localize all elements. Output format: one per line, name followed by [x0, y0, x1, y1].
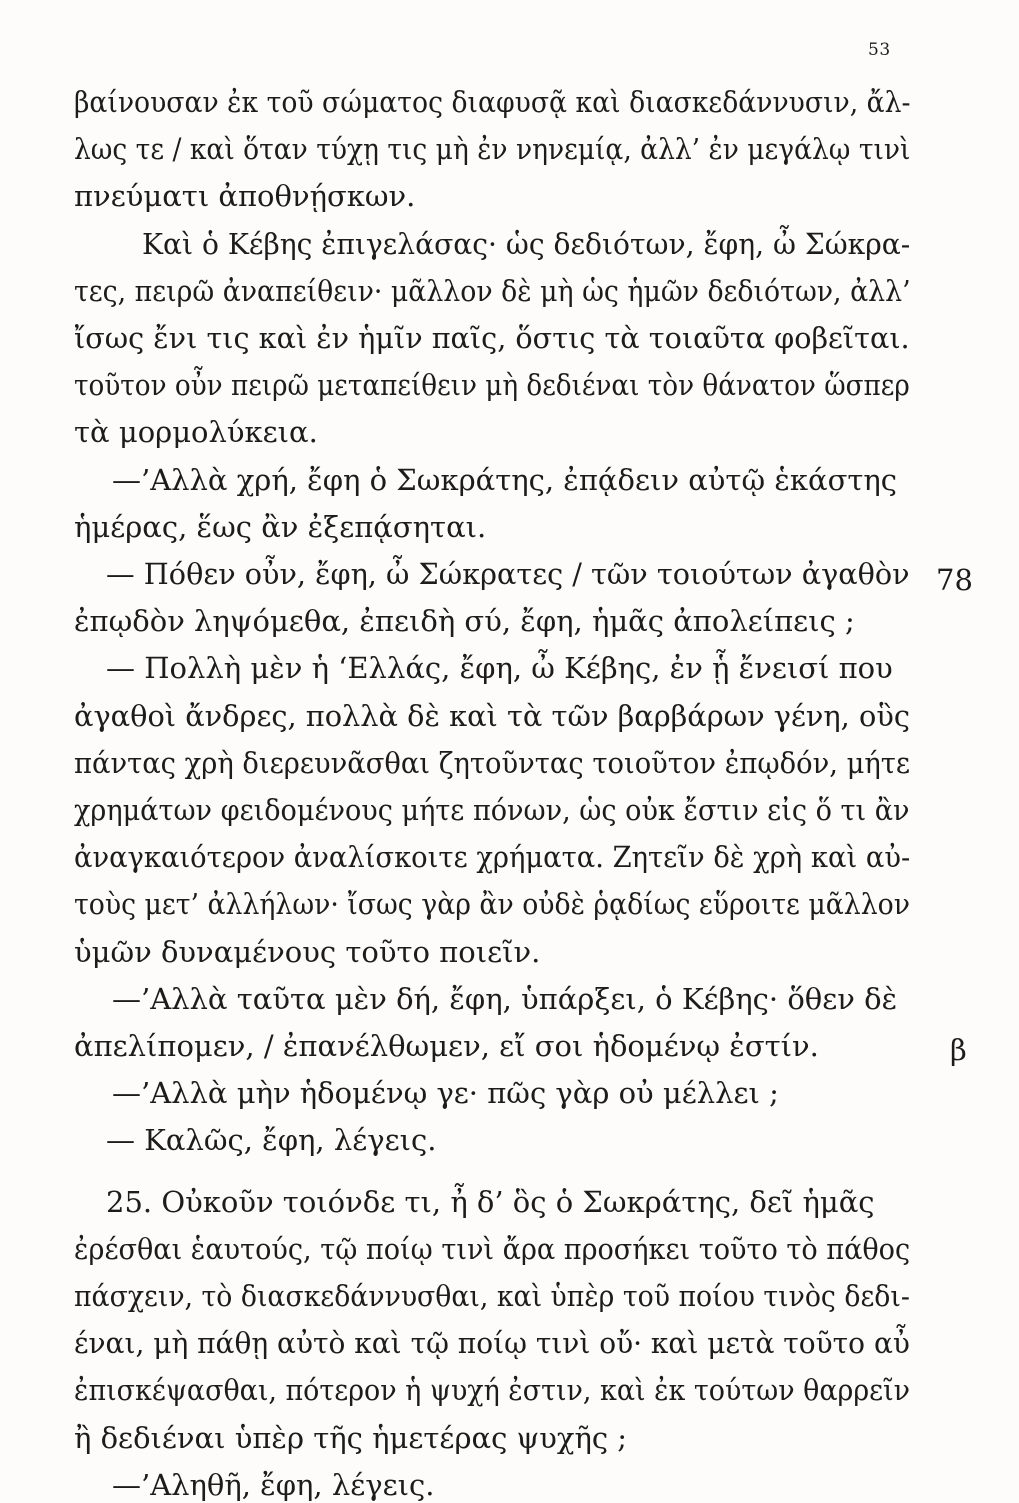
margin-note-beta: β: [950, 1033, 967, 1067]
text-line: έναι, μὴ πάθῃ αὐτὸ καὶ τῷ ποίῳ τινὶ οὔ· καὶ μετὰ τοῦτο αὖ: [74, 1326, 910, 1360]
margin-note-78: 78: [936, 563, 973, 597]
text-line: ἐρέσθαι ἑαυτούς, τῷ ποίῳ τινὶ ἄρα προσήκει τοῦτο τὸ πάθος: [74, 1232, 911, 1266]
text-line: 25. Οὐκοῦν τοιόνδε τι, ἦ δ’ ὃς ὁ Σωκράτης, δεῖ ἡμᾶς: [106, 1185, 875, 1219]
text-line: ἀναγκαιότερον ἀναλίσκοιτε χρήματα. Ζητεῖν δὲ χρὴ καὶ αὐ-: [74, 840, 911, 874]
text-line: —’Αλλὰ μὴν ἡδομένῳ γε· πῶς γὰρ οὐ μέλλει ;: [112, 1076, 779, 1110]
text-line: πάσχειν, τὸ διασκεδάννυσθαι, καὶ ὑπὲρ τοῦ ποίου τινὸς δεδι-: [74, 1279, 910, 1313]
text-line: ἀγαθοὶ ἄνδρες, πολλὰ δὲ καὶ τὰ τῶν βαρβάρων γένη, οὓς: [74, 699, 910, 733]
text-line: τοῦτον οὖν πειρῶ μεταπείθειν μὴ δεδιέναι τὸν θάνατον ὥσπερ: [74, 368, 910, 402]
text-line: ὑμῶν δυναμένους τοῦτο ποιεῖν.: [74, 935, 541, 969]
text-line: χρημάτων φειδομένους μήτε πόνων, ὡς οὐκ ἔστιν εἰς ὅ τι ἂν: [74, 793, 910, 827]
text-line: πνεύματι ἀποθνῄσκων.: [74, 179, 416, 213]
text-line: —’Αλλὰ ταῦτα μὲν δή, ἔφη, ὑπάρξει, ὁ Κέβης· ὅθεν δὲ: [112, 982, 898, 1016]
text-line: ἡμέρας, ἕως ἂν ἐξεπᾴσηται.: [74, 510, 487, 544]
text-line: —’Αλλὰ χρή, ἔφη ὁ Σωκράτης, ἐπᾴδειν αὐτῷ ἑκάστης: [112, 463, 898, 497]
text-line: ἐπῳδὸν ληψόμεθα, ἐπειδὴ σύ, ἔφη, ἡμᾶς ἀπολείπεις ;: [74, 604, 855, 638]
text-line: Καὶ ὁ Κέβης ἐπιγελάσας· ὡς δεδιότων, ἔφη, ὦ Σώκρα-: [142, 227, 911, 261]
text-line: — Πολλὴ μὲν ἡ ‘Ελλάς, ἔφη, ὦ Κέβης, ἐν ᾗ ἔνεισί που: [106, 651, 893, 685]
text-line: ἴσως ἔνι τις καὶ ἐν ἡμῖν παῖς, ὅστις τὰ τοιαῦτα φοβεῖται.: [74, 321, 910, 355]
text-line: τὰ μορμολύκεια.: [74, 415, 318, 449]
text-line: ἐπισκέψασθαι, πότερον ἡ ψυχή ἐστιν, καὶ ἐκ τούτων θαρρεῖν: [74, 1373, 910, 1407]
text-line: — Πόθεν οὖν, ἔφη, ὦ Σώκρατες / τῶν τοιούτων ἀγαθὸν: [106, 557, 910, 591]
text-line: πάντας χρὴ διερευνᾶσθαι ζητοῦντας τοιοῦτον ἐπῳδόν, μήτε: [74, 746, 911, 780]
text-line: λως τε / καὶ ὅταν τύχῃ τις μὴ ἐν νηνεμίᾳ, ἀλλ’ ἐν μεγάλῳ τινὶ: [74, 132, 911, 166]
text-line: βαίνουσαν ἐκ τοῦ σώματος διαφυσᾷ καὶ διασκεδάννυσιν, ἄλ-: [74, 85, 911, 119]
text-line: τες, πειρῶ ἀναπείθειν· μᾶλλον δὲ μὴ ὡς ἡμῶν δεδιότων, ἀλλ’: [74, 274, 911, 308]
page-number: 53: [868, 40, 891, 60]
text-line: τοὺς μετ’ ἀλλήλων· ἴσως γὰρ ἂν οὐδὲ ῥᾳδίως εὕροιτε μᾶλλον: [74, 887, 910, 921]
text-line: ἢ δεδιέναι ὑπὲρ τῆς ἡμετέρας ψυχῆς ;: [74, 1421, 628, 1455]
text-line: —’Αληθῆ, ἔφη, λέγεις.: [112, 1468, 435, 1502]
text-line: — Καλῶς, ἔφη, λέγεις.: [106, 1123, 437, 1157]
text-line: ἀπελίπομεν, / ἐπανέλθωμεν, εἴ σοι ἡδομένῳ ἐστίν.: [74, 1029, 819, 1063]
